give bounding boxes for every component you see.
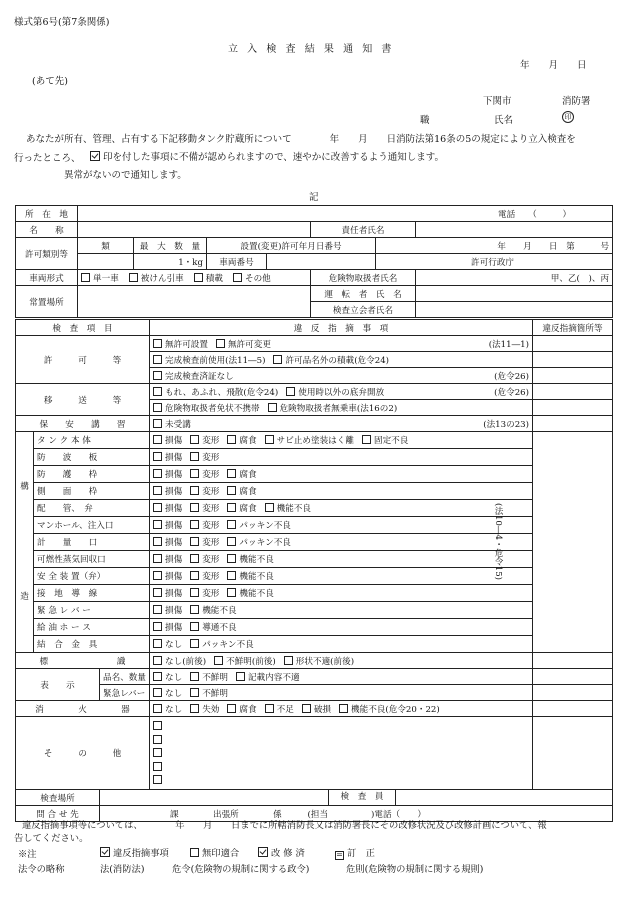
checkbox-icon[interactable] xyxy=(153,403,162,412)
footer-note: ※注 xyxy=(18,849,37,860)
violation-option: 危険物取扱者免状不携帯 xyxy=(165,403,260,414)
violation-option: 失効 xyxy=(202,704,220,715)
vehicle-type-label: 車両形式 xyxy=(16,270,78,286)
article-cell[interactable] xyxy=(533,400,613,416)
seal-icon: 印 xyxy=(562,111,574,123)
violation-option: 変形 xyxy=(202,504,220,514)
checkbox-icon[interactable] xyxy=(129,273,138,282)
violation-cell[interactable] xyxy=(150,602,533,619)
checkbox-icon[interactable] xyxy=(265,435,274,444)
contact-field[interactable]: 課 出張所 係 (担当 )電話（ ） xyxy=(100,806,613,822)
other-line xyxy=(153,748,529,762)
intro-line2b: 印を付した事項に不備が認められますので、速やかに改善するよう通知します。 xyxy=(90,149,444,163)
article-cell[interactable] xyxy=(533,669,613,685)
checkbox-icon[interactable] xyxy=(227,503,236,512)
checkbox-icon[interactable] xyxy=(153,735,162,744)
checkbox-icon[interactable] xyxy=(190,537,199,546)
violation-option: 不鮮明 xyxy=(202,672,228,683)
violation-option: なし xyxy=(165,704,183,715)
checkbox-icon[interactable] xyxy=(190,672,199,681)
violation-cell[interactable] xyxy=(150,432,533,449)
violation-cell[interactable] xyxy=(150,336,533,352)
violation-option: 不鮮明(前後) xyxy=(226,656,276,667)
parking-field[interactable] xyxy=(78,286,311,318)
sign-label: 標 識 xyxy=(16,653,150,669)
violation-option: 変形 xyxy=(202,436,220,446)
issuer-dept: 消防署 xyxy=(562,96,591,107)
violation-cell[interactable] xyxy=(150,669,533,685)
parking-label: 常置場所 xyxy=(16,286,78,318)
display-label: 表 示 xyxy=(16,669,100,701)
checkbox-icon[interactable] xyxy=(227,554,236,563)
install-value[interactable]: 年 月 日 第 号 xyxy=(376,238,613,254)
checkbox-icon[interactable] xyxy=(153,435,162,444)
checkbox-icon[interactable] xyxy=(153,588,162,597)
structure-item-label: 配 管、 弁 xyxy=(34,500,150,517)
violation-option: 損傷 xyxy=(165,453,183,463)
violation-cell[interactable] xyxy=(150,483,533,500)
checkbox-icon[interactable] xyxy=(190,588,199,597)
violation-cell[interactable] xyxy=(150,368,533,384)
transport-label: 移 送 等 xyxy=(16,384,150,416)
intro-line2a: 行ったところ、 xyxy=(14,153,81,164)
violation-option: 機能不良 xyxy=(239,572,274,582)
violation-option: 変形 xyxy=(202,538,220,548)
violation-cell[interactable] xyxy=(150,585,533,602)
checkbox-icon[interactable] xyxy=(153,554,162,563)
violation-option: 機能不良 xyxy=(239,589,274,599)
violation-cell[interactable] xyxy=(150,551,533,568)
violation-option: サビ止め塗装はく離 xyxy=(276,436,354,446)
other-line xyxy=(153,721,529,735)
violation-option: 無許可設置 xyxy=(165,339,208,350)
violation-option: 記載内容不適 xyxy=(248,672,300,683)
other-line xyxy=(153,735,529,749)
violation-option: 変形 xyxy=(202,487,220,497)
structure-item-label: 側 面 枠 xyxy=(34,483,150,500)
legend-ok: 無印適合 xyxy=(190,845,239,859)
violation-cell[interactable] xyxy=(150,384,533,400)
checkbox-icon[interactable] xyxy=(190,486,199,495)
law-ref: (危令26) xyxy=(494,371,529,382)
violation-option: 固定不良 xyxy=(373,436,409,446)
vehicle-type-options[interactable] xyxy=(78,270,311,286)
articles-header: 違反指摘箇所等 xyxy=(533,320,613,336)
violation-option: 機能不良 xyxy=(239,555,274,565)
violation-option: 機能不良 xyxy=(276,504,311,514)
law-ref: (法11―1) xyxy=(488,339,529,350)
violation-option: 変形 xyxy=(202,589,220,599)
structure-item-label: 安 全 装 置（弁） xyxy=(34,568,150,585)
violation-cell[interactable] xyxy=(150,400,533,416)
legend-correction: = 訂 正 xyxy=(336,848,375,859)
structure-char: 構 xyxy=(20,482,29,492)
qty-unit[interactable]: 1・kg xyxy=(134,254,207,270)
violation-cell[interactable] xyxy=(150,701,533,717)
info-table xyxy=(15,205,613,318)
checkbox-icon[interactable] xyxy=(153,762,162,771)
place-wrap xyxy=(100,790,609,805)
place-label: 検査場所 xyxy=(16,790,100,806)
permit-label: 許 可 等 xyxy=(16,336,150,384)
violation-option: 損傷 xyxy=(165,589,183,599)
structure-label xyxy=(16,432,34,653)
checkbox-icon[interactable] xyxy=(236,672,245,681)
structure-item-label: 可燃性蒸気回収口 xyxy=(34,551,150,568)
vehicle-type-option: 積載 xyxy=(205,273,223,284)
checkbox-icon[interactable] xyxy=(227,435,236,444)
violation-option: 腐食 xyxy=(239,487,257,497)
checkbox-icon[interactable] xyxy=(227,571,236,580)
structure-item-label: マンホール、注入口 xyxy=(34,517,150,534)
kind-field[interactable] xyxy=(78,254,134,270)
article-cell[interactable] xyxy=(533,416,613,432)
structure-item-label: 結 合 金 具 xyxy=(34,636,150,653)
checkbox-icon[interactable] xyxy=(153,419,162,428)
violation-option: 許可品名外の積載(危令24) xyxy=(285,355,390,366)
article-cell[interactable] xyxy=(533,384,613,400)
responsible-label: 責任者氏名 xyxy=(311,222,416,238)
violation-option: 損傷 xyxy=(165,487,183,497)
violation-option: 変形 xyxy=(202,470,220,480)
checkbox-icon[interactable] xyxy=(214,656,223,665)
violation-option: 導通不良 xyxy=(202,623,237,633)
checkbox-icon[interactable] xyxy=(265,503,274,512)
issue-date: 年 月 日 xyxy=(520,60,587,71)
phone-field[interactable]: 電話 （ ） xyxy=(78,206,613,222)
checkbox-icon[interactable] xyxy=(153,355,162,364)
extinguisher-label: 消 火 器 xyxy=(16,701,150,717)
footer-line1: 違反指摘事項等については、 年 月 日までに所轄消防長又は消防署長にその改修状況及び改修計画について、報 xyxy=(22,820,547,831)
other-cell[interactable] xyxy=(150,717,533,790)
legend-violation: 違反指摘事項 xyxy=(100,845,169,859)
law-1: 法(消防法) xyxy=(100,864,145,875)
checkbox-icon[interactable] xyxy=(265,704,274,713)
violation-option: 機能不良(危令20・22) xyxy=(351,704,440,715)
checkbox-icon[interactable] xyxy=(227,486,236,495)
checkbox-icon[interactable] xyxy=(194,273,203,282)
ki-label: 記 xyxy=(309,192,319,203)
violation-option: 損傷 xyxy=(165,504,183,514)
violation-cell[interactable] xyxy=(150,466,533,483)
article-cell[interactable] xyxy=(533,701,613,717)
violation-cell[interactable] xyxy=(150,416,533,432)
violation-option: 不鮮明 xyxy=(202,688,228,699)
checkbox-icon[interactable] xyxy=(153,452,162,461)
display-sub-label: 緊急レバー xyxy=(100,685,150,701)
install-label: 設置(変更)許可年月日番号 xyxy=(207,238,376,254)
empty-box-icon xyxy=(190,848,199,857)
max-qty-label: 最 大 数 量 xyxy=(134,238,207,254)
violation-option: 腐食 xyxy=(239,704,257,715)
law-label: 法令の略称 xyxy=(18,864,65,875)
place-row[interactable] xyxy=(100,790,613,806)
violation-option: 形状不適(前後) xyxy=(295,656,355,667)
violation-cell[interactable] xyxy=(150,685,533,701)
hazmat-name-label: 危険物取扱者氏名 xyxy=(311,270,416,286)
checkbox-icon[interactable] xyxy=(227,588,236,597)
page-title: 立 入 検 査 結 果 通 知 書 xyxy=(228,44,395,55)
display-sub-label: 品名、数量 xyxy=(100,669,150,685)
law-ref: (危令26) xyxy=(494,387,529,398)
checkbox-icon[interactable] xyxy=(286,387,295,396)
violation-option: 不足 xyxy=(276,704,294,715)
checkbox-icon[interactable] xyxy=(227,520,236,529)
place-field[interactable] xyxy=(100,790,329,805)
checkbox-icon[interactable] xyxy=(216,339,225,348)
checkbox-icon[interactable] xyxy=(190,435,199,444)
structure-item-label: 計 量 口 xyxy=(34,534,150,551)
name-field[interactable] xyxy=(78,222,311,238)
inspector-label: 検 査 員 xyxy=(329,790,396,805)
structure-item-label: 防 波 板 xyxy=(34,449,150,466)
violation-header: 違 反 指 摘 事 項 xyxy=(150,320,533,336)
inspector-field[interactable] xyxy=(396,790,609,805)
checkbox-icon[interactable] xyxy=(190,452,199,461)
structure-item-label: 緊 急 レ バ ー xyxy=(34,602,150,619)
safety-label: 保 安 講 習 xyxy=(16,416,150,432)
structure-ref-cell[interactable] xyxy=(493,432,613,653)
law-2: 危令(危険物の規制に関する政令) xyxy=(172,864,310,875)
violation-option: なし(前後) xyxy=(165,656,207,667)
other-line xyxy=(153,775,529,789)
violation-option: パッキン不良 xyxy=(202,640,254,650)
structure-ref: (法10―4・危令15) xyxy=(493,503,503,581)
violation-option: 変形 xyxy=(202,453,220,463)
checkbox-icon[interactable] xyxy=(153,520,162,529)
vehicle-type-option: 被けん引車 xyxy=(140,273,184,284)
checkbox-icon[interactable] xyxy=(190,688,199,697)
violation-option: 未受講 xyxy=(165,419,191,430)
driver-label: 運 転 者 氏 名 xyxy=(311,286,416,302)
checkbox-icon[interactable] xyxy=(153,672,162,681)
article-cell[interactable] xyxy=(533,653,613,669)
checkbox-icon[interactable] xyxy=(190,639,199,648)
checkbox-icon[interactable] xyxy=(81,273,90,282)
responsible-field[interactable] xyxy=(416,222,613,238)
checkbox-icon[interactable] xyxy=(153,688,162,697)
violation-cell[interactable] xyxy=(150,653,533,669)
checkbox-icon[interactable] xyxy=(190,469,199,478)
checkbox-icon[interactable] xyxy=(153,775,162,784)
inspection-table xyxy=(15,319,613,822)
witness-label: 検査立会者氏名 xyxy=(311,302,416,318)
structure-char: 造 xyxy=(20,592,29,602)
violation-option: パッキン不良 xyxy=(239,521,291,531)
hazmat-class[interactable]: 甲、乙( )、丙 xyxy=(416,270,613,286)
checkbox-icon[interactable] xyxy=(190,622,199,631)
violation-option: 完成検査済証なし xyxy=(165,371,234,382)
contact-label: 問 合 せ 先 xyxy=(16,806,100,822)
checkbox-icon[interactable] xyxy=(153,503,162,512)
issuer-post: 職 xyxy=(420,115,430,126)
violation-option: パッキン不良 xyxy=(239,538,291,548)
violation-cell[interactable] xyxy=(150,568,533,585)
violation-option: 破損 xyxy=(313,704,332,715)
item-header: 検 査 項 目 xyxy=(16,320,150,336)
checkbox-icon[interactable] xyxy=(227,704,236,713)
checkbox-icon[interactable] xyxy=(362,435,371,444)
vehicle-no-field[interactable] xyxy=(267,254,376,270)
violation-option: なし xyxy=(165,672,183,683)
legend-fixed: 改 修 済 xyxy=(258,845,305,859)
article-cell[interactable] xyxy=(533,368,613,384)
violation-option: 損傷 xyxy=(165,606,183,616)
violation-option: 損傷 xyxy=(165,572,183,582)
name-label: 名 称 xyxy=(16,222,78,238)
checkbox-icon[interactable] xyxy=(153,656,162,665)
fixed-mark-icon xyxy=(258,847,268,857)
checkbox-icon[interactable] xyxy=(190,554,199,563)
checkbox-icon[interactable] xyxy=(268,403,277,412)
checkbox-icon[interactable] xyxy=(153,537,162,546)
form-number: 様式第6号(第7条関係) xyxy=(14,17,110,28)
checkbox-icon[interactable] xyxy=(153,704,162,713)
other-label: そ の 他 xyxy=(16,717,150,790)
checkbox-icon[interactable] xyxy=(233,273,242,282)
checkbox-icon[interactable] xyxy=(153,748,162,757)
violation-cell[interactable] xyxy=(150,517,533,534)
structure-item-label: タ ン ク 本 体 xyxy=(34,432,150,449)
permit-type-label: 許可類別等 xyxy=(16,238,78,270)
violation-option: 無許可変更 xyxy=(227,339,271,350)
other-line xyxy=(153,762,529,776)
checkbox-icon[interactable] xyxy=(339,704,348,713)
violation-option: 腐食 xyxy=(239,504,257,514)
article-cell[interactable] xyxy=(533,336,613,352)
checkbox-icon[interactable] xyxy=(153,571,162,580)
law-ref: (法13の23) xyxy=(483,419,529,430)
checkbox-icon[interactable] xyxy=(190,520,199,529)
driver-field[interactable] xyxy=(416,286,613,302)
article-cell[interactable] xyxy=(533,685,613,701)
checkbox-icon[interactable] xyxy=(153,605,162,614)
checkbox-icon[interactable] xyxy=(227,537,236,546)
checkbox-icon[interactable] xyxy=(153,339,162,348)
violation-option: 損傷 xyxy=(165,470,183,480)
checkbox-icon[interactable] xyxy=(153,486,162,495)
permit-agency-label: 許可行政庁 xyxy=(376,254,613,270)
issuer-city: 下関市 xyxy=(483,96,512,107)
violation-option: 損傷 xyxy=(165,521,183,531)
checkbox-icon[interactable] xyxy=(190,704,199,713)
intro-line1: あなたが所有、管理、占有する下記移動タンク貯蔵所について 年 月 日消防法第16条の5の規定により立入検査を xyxy=(26,134,576,145)
violation-option: もれ、あふれ、飛散(危令24) xyxy=(165,387,279,398)
checkbox-icon[interactable] xyxy=(153,639,162,648)
violation-option: 危険物取扱者無乗車(法16の2) xyxy=(279,403,398,414)
violation-option: 腐食 xyxy=(239,470,257,480)
violation-option: 変形 xyxy=(202,572,220,582)
issuer-name: 氏名 xyxy=(494,115,514,126)
witness-field[interactable] xyxy=(416,302,613,318)
violation-option: なし xyxy=(165,640,183,650)
footer-line2: 告してください。 xyxy=(14,833,89,844)
violation-cell[interactable] xyxy=(150,449,533,466)
violation-cell[interactable] xyxy=(150,619,533,636)
violation-option: 損傷 xyxy=(165,436,183,446)
checkbox-icon[interactable] xyxy=(190,571,199,580)
violation-option: 機能不良 xyxy=(202,606,237,616)
check-mark-icon xyxy=(90,151,100,161)
checkbox-icon[interactable] xyxy=(190,503,199,512)
checkbox-icon[interactable] xyxy=(153,387,162,396)
violation-cell[interactable] xyxy=(150,534,533,551)
article-cell[interactable] xyxy=(533,717,613,790)
checkbox-icon[interactable] xyxy=(153,371,162,380)
addressee: (あて先) xyxy=(32,76,68,87)
check-mark-icon xyxy=(100,847,110,857)
violation-option: 損傷 xyxy=(165,555,183,565)
checkbox-icon[interactable] xyxy=(153,721,162,730)
location-label: 所 在 地 xyxy=(16,206,78,222)
checkbox-icon[interactable] xyxy=(190,605,199,614)
violation-option: 変形 xyxy=(202,555,220,565)
checkbox-icon[interactable] xyxy=(302,704,311,713)
violation-option: 使用時以外の底弁開放 xyxy=(298,387,385,398)
intro-line3: 異常がないので通知します。 xyxy=(64,170,187,181)
violation-cell[interactable] xyxy=(150,636,533,653)
checkbox-icon[interactable] xyxy=(273,355,282,364)
law-3: 危則(危険物の規制に関する規則) xyxy=(346,864,484,875)
checkbox-icon[interactable] xyxy=(227,469,236,478)
checkbox-icon[interactable] xyxy=(153,469,162,478)
structure-item-label: 給 油 ホ ー ス xyxy=(34,619,150,636)
correction-mark-icon: = xyxy=(336,850,343,859)
violation-option: 損傷 xyxy=(165,623,183,633)
violation-option: なし xyxy=(165,688,183,699)
violation-option: 損傷 xyxy=(165,538,183,548)
kind-label: 類 xyxy=(78,238,134,254)
violation-cell[interactable] xyxy=(150,500,533,517)
violation-option: 完成検査前使用(法11―5) xyxy=(165,355,266,366)
structure-item-label: 防 護 枠 xyxy=(34,466,150,483)
violation-option: 腐食 xyxy=(239,436,257,446)
structure-item-label: 接 地 導 線 xyxy=(34,585,150,602)
article-cell[interactable] xyxy=(533,352,613,368)
vehicle-type-option: その他 xyxy=(244,273,271,284)
violation-cell[interactable] xyxy=(150,352,533,368)
checkbox-icon[interactable] xyxy=(153,622,162,631)
violation-option: 変形 xyxy=(202,521,220,531)
checkbox-icon[interactable] xyxy=(284,656,293,665)
vehicle-type-option: 単一車 xyxy=(93,273,119,284)
vehicle-no-label: 車両番号 xyxy=(207,254,267,270)
